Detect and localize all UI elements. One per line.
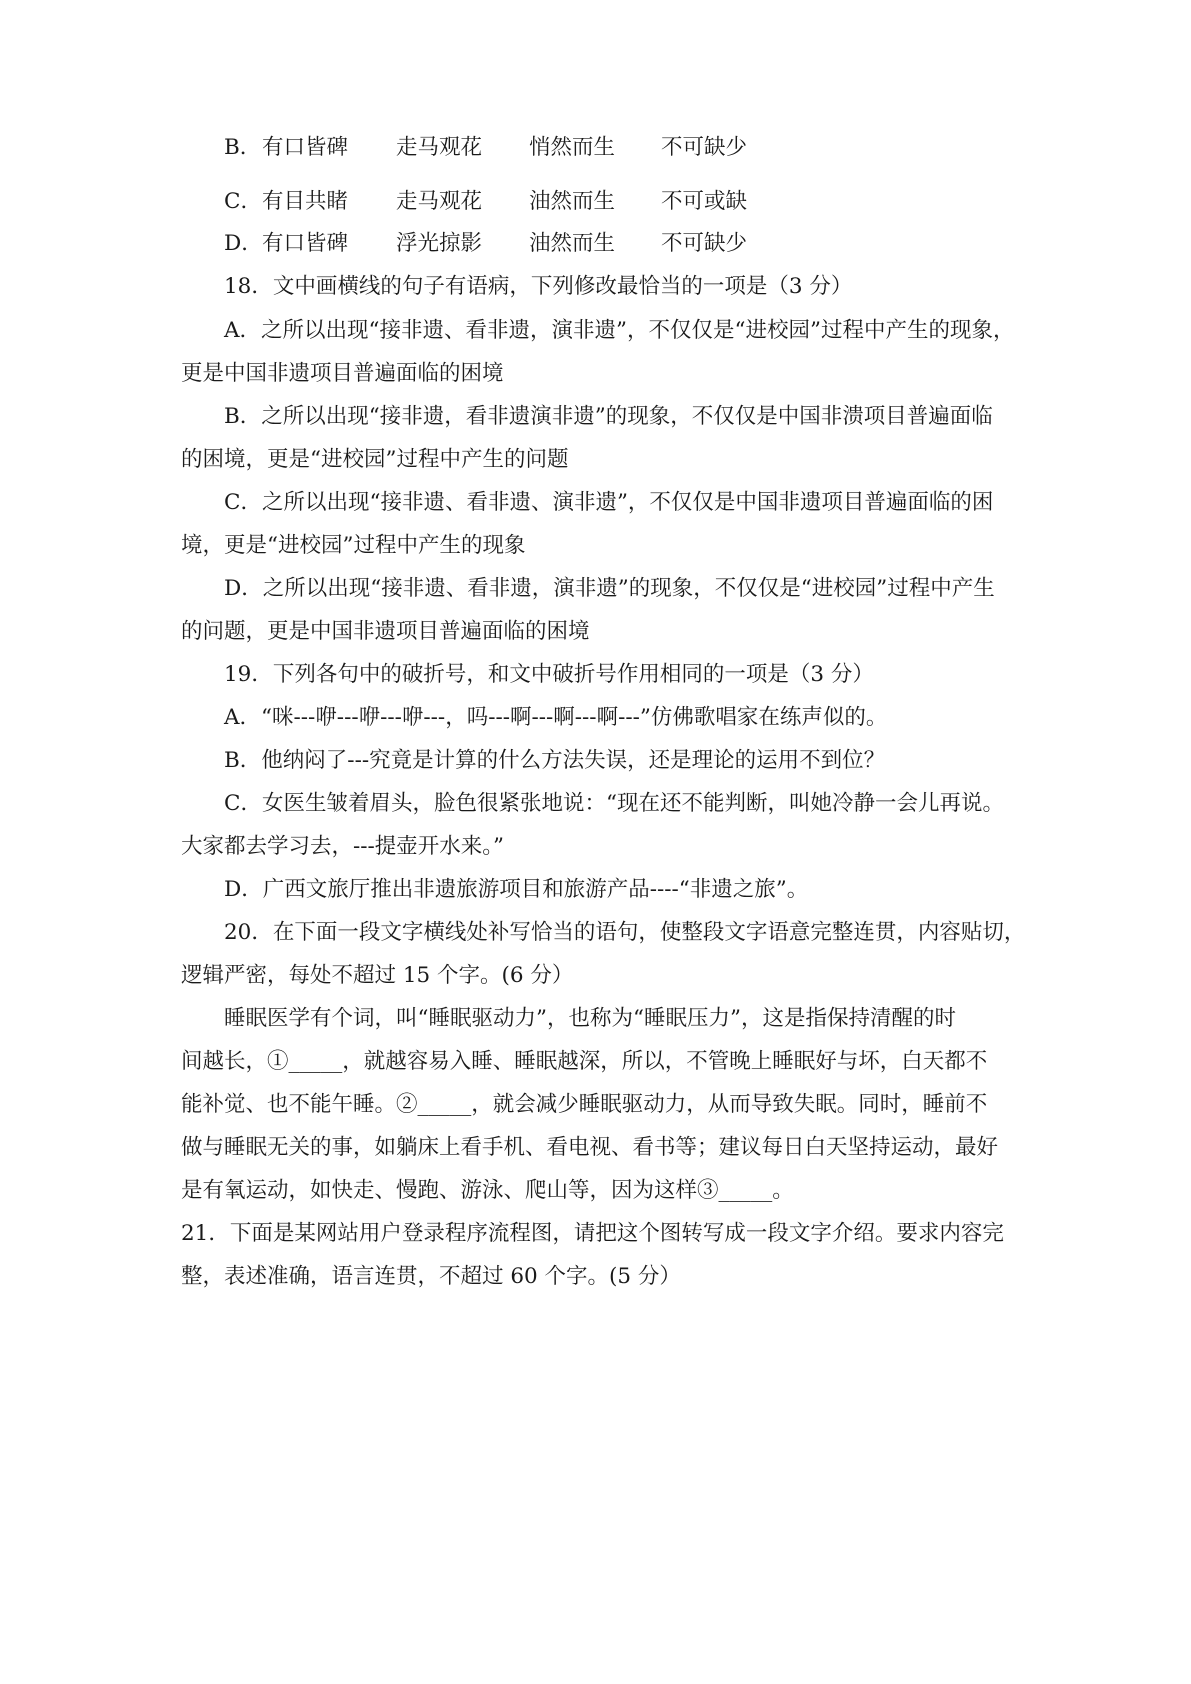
q20-passage-line3: 能补觉、也不能午睡。②_____，就会减少睡眠驱动力，从而导致失眠。同时，睡前不 (181, 1092, 988, 1117)
option-letter: C． (224, 189, 262, 214)
option-word: 油然而生 (529, 189, 616, 214)
q20-passage-line4: 做与睡眠无关的事，如躺床上看手机、看电视、看书等；建议每日白天坚持运动，最好 (181, 1135, 999, 1160)
q21-stem-line1: 21．下面是某网站用户登录程序流程图，请把这个图转写成一段文字介绍。要求内容完 (181, 1221, 1004, 1246)
q19-option-a: A．“咪---咿---咿---咿---，吗---啊---啊---啊---”仿佛歌唱家在练声似的。 (224, 705, 888, 730)
q18-option-c-line1: C．之所以出现“接非遗、看非遗、演非遗”，不仅仅是中国非遗项目普遍面临的困 (224, 490, 994, 515)
q18-option-a-line1: A．之所以出现“接非遗、看非遗，演非遗”，不仅仅是“进校园”过程中产生的现象， (224, 318, 1015, 343)
q21-stem-line2: 整，表述准确，语言连贯，不超过 60 个字。(5 分） (181, 1264, 681, 1289)
option-word: 不可或缺 (661, 189, 748, 214)
q18-option-b-line2: 的困境，更是“进校园”过程中产生的问题 (181, 447, 569, 472)
q20-passage-line2: 间越长，①_____，就越容易入睡、睡眠越深，所以，不管晚上睡眠好与坏，白天都不 (181, 1049, 988, 1074)
q18-option-d-line2: 的问题，更是中国非遗项目普遍面临的困境 (181, 619, 590, 644)
q19-option-d: D．广西文旅厅推出非遗旅游项目和旅游产品----“非遗之旅”。 (224, 877, 809, 902)
option-word: 走马观花 (396, 135, 483, 160)
option-word: 浮光掠影 (396, 231, 483, 256)
q18-option-b-line1: B．之所以出现“接非遗，看非遗演非遗”的现象，不仅仅是中国非溃项目普遍面临 (224, 404, 993, 429)
q19-option-c-line1: C．女医生皱着眉头，脸色很紧张地说：“现在还不能判断，叫她冷静一会儿再说。 (224, 791, 1004, 816)
q18-option-c-line2: 境，更是“进校园”过程中产生的现象 (181, 533, 526, 558)
option-word: 有口皆碑 (262, 135, 349, 160)
option-word: 不可缺少 (661, 231, 748, 256)
q20-passage-line5: 是有氧运动，如快走、慢跑、游泳、爬山等，因为这样③_____。 (181, 1178, 794, 1203)
q20-passage-line1: 睡眠医学有个词，叫“睡眠驱动力”，也称为“睡眠压力”，这是指保持清醒的时 (224, 1006, 956, 1031)
q18-option-d-line1: D．之所以出现“接非遗、看非遗，演非遗”的现象，不仅仅是“进校园”过程中产生 (224, 576, 995, 601)
option-word: 有口皆碑 (262, 231, 349, 256)
option-letter: B． (224, 135, 262, 160)
q18-stem: 18．文中画横线的句子有语病，下列修改最恰当的一项是（3 分） (224, 274, 853, 299)
q20-stem-line1: 20．在下面一段文字横线处补写恰当的语句，使整段文字语意完整连贯，内容贴切， (224, 920, 1026, 945)
q19-stem: 19．下列各句中的破折号，和文中破折号作用相同的一项是（3 分） (224, 662, 874, 687)
q18-option-a-line2: 更是中国非遗项目普遍面临的困境 (181, 361, 504, 386)
q19-option-c-line2: 大家都去学习去，---提壶开水来。” (181, 834, 505, 859)
option-word: 不可缺少 (661, 135, 748, 160)
option-word: 走马观花 (396, 189, 483, 214)
option-word: 有目共睹 (262, 189, 349, 214)
q20-stem-line2: 逻辑严密，每处不超过 15 个字。(6 分） (181, 963, 574, 988)
option-word: 油然而生 (529, 231, 616, 256)
q19-option-b: B．他纳闷了---究竟是计算的什么方法失误，还是理论的运用不到位？ (224, 748, 886, 773)
option-letter: D． (224, 231, 263, 256)
option-word: 悄然而生 (529, 135, 616, 160)
